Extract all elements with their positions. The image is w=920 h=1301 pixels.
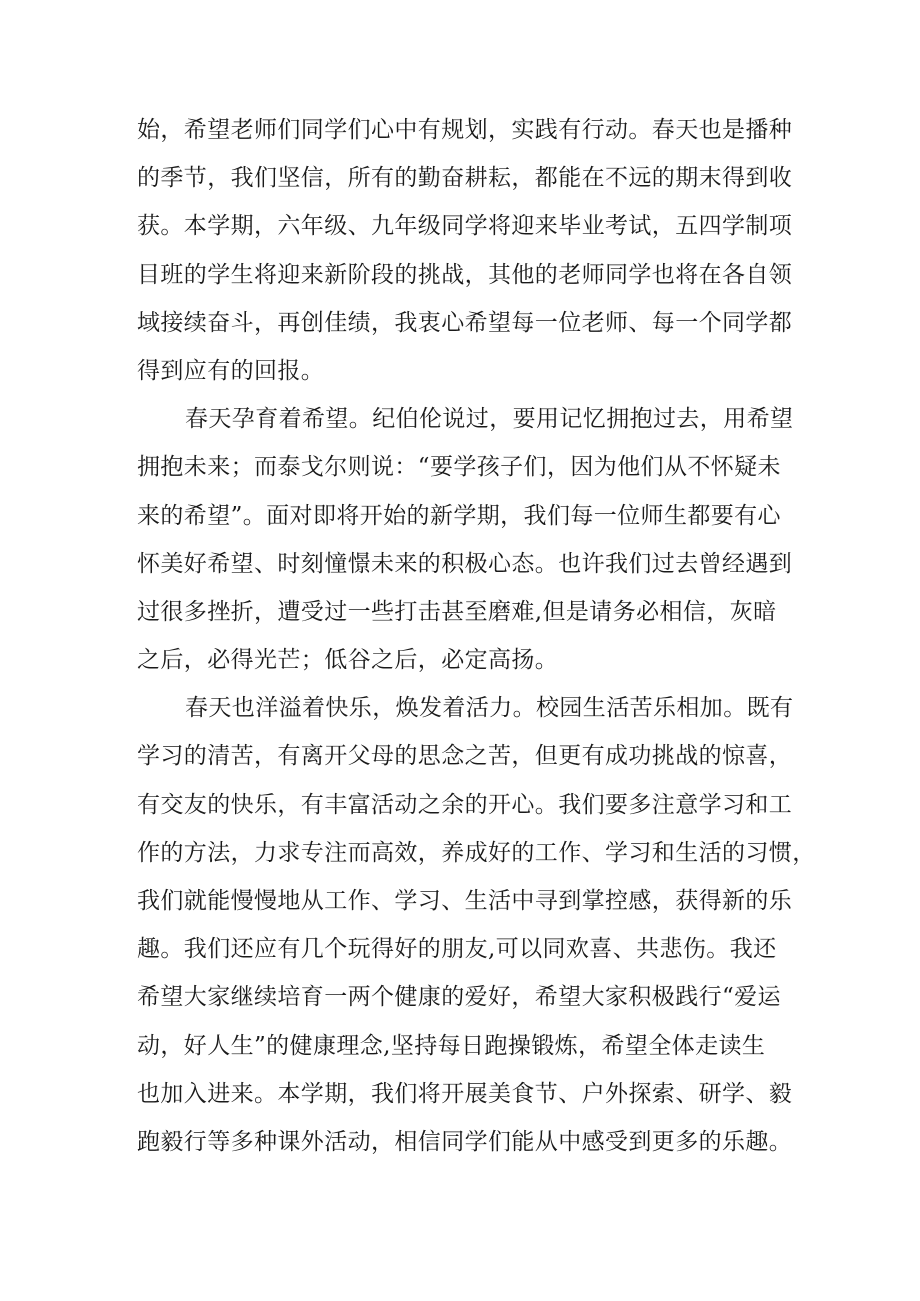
text-line: 有交友的快乐，有丰富活动之余的开心。我们要多注意学习和工 [137, 791, 793, 818]
text-line: 域接续奋斗，再创佳绩，我衷心希望每一位老师、每一个同学都 [137, 309, 793, 336]
text-line: 也加入进来。本学期，我们将开展美食节、户外探索、研学、毅 [137, 1080, 793, 1107]
text-line: 目班的学生将迎来新阶段的挑战，其他的老师同学也将在各自领 [137, 261, 793, 288]
text-line: 跑毅行等多种课外活动，相信同学们能从中感受到更多的乐趣。 [137, 1128, 793, 1155]
text-line: 学习的清苦，有离开父母的思念之苦，但更有成功挑战的惊喜， [137, 743, 793, 770]
text-line: 怀美好希望、时刻憧憬未来的积极心态。也许我们过去曾经遇到 [137, 550, 793, 577]
text-line: 过很多挫折，遭受过一些打击甚至磨难,但是请务必相信，灰暗 [137, 598, 777, 625]
text-line: 的季节，我们坚信，所有的勤奋耕耘，都能在不远的期末得到收 [137, 165, 793, 192]
text-line: 趣。我们还应有几个玩得好的朋友,可以同欢喜、共悲伤。我还 [137, 936, 777, 963]
body-text [137, 106, 827, 1166]
text-line: 作的方法，力求专注而高效，养成好的工作、学习和生活的习惯， [137, 839, 816, 866]
text-line: 拥抱未来；而泰戈尔则说：“要学孩子们，因为他们从不怀疑未 [137, 454, 781, 481]
text-line: 希望大家继续培育一两个健康的爱好，希望大家积极践行“爱运 [137, 984, 781, 1011]
paragraph-start-line: 春天孕育着希望。纪伯伦说过，要用记忆拥抱过去，用希望 [185, 406, 794, 433]
text-line: 动，好人生”的健康理念,坚持每日跑操锻炼，希望全体走读生 [137, 1032, 766, 1059]
text-line: 之后，必得光芒；低谷之后，必定高扬。 [137, 647, 559, 674]
paragraph-start-line: 春天也洋溢着快乐，焕发着活力。校园生活苦乐相加。既有 [185, 695, 794, 722]
text-line: 获。本学期，六年级、九年级同学将迎来毕业考试，五四学制项 [137, 213, 793, 240]
text-line: 我们就能慢慢地从工作、学习、生活中寻到掌控感，获得新的乐 [137, 888, 793, 914]
text-line: 来的希望”。面对即将开始的新学期，我们每一位师生都要有心 [137, 502, 781, 529]
text-line: 得到应有的回报。 [137, 357, 325, 384]
text-line: 始，希望老师们同学们心中有规划，实践有行动。春天也是播种 [137, 117, 793, 143]
